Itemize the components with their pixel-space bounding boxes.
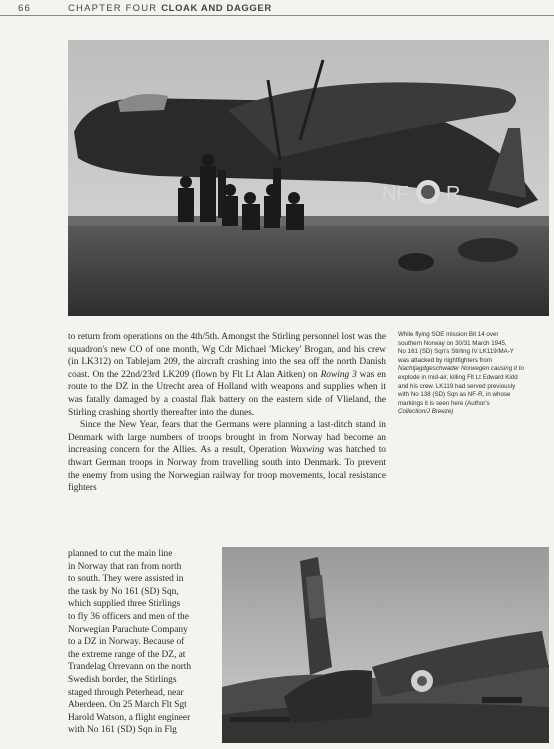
narrow-line: to a DZ in Norway. Because of [68,637,185,648]
narrow-line: the extreme range of the DZ, at [68,649,186,660]
narrow-line: staged through Peterhead, near [68,687,184,698]
narrow-line: in Norway that ran from north [68,561,182,572]
aircraft-code: NF [382,183,409,205]
narrow-line: planned to cut the main line [68,549,173,559]
caption-line: explode in mid-air, killing Flt Lt Edward Kidd [398,373,518,381]
chapter-heading [68,3,272,14]
narrow-line: the task by No 161 (SD) Sqn, [68,586,179,597]
paragraph-1 [68,331,386,419]
paragraph-2-text-a: Since the New Year, fears that the Germans were planning a last-ditch stand in Denmark with large numbers of troops brought in from Norway had become an increasing concern for the Allies. As a result, Operation [68,420,386,456]
running-header [0,0,554,16]
photo-caption [398,331,548,417]
stirling-crew-photo-image [68,40,549,316]
caption-line: Collection/J Breeze) [398,408,454,416]
paragraph-1-text-a: to return from operations on the 4th/5th. Amongst the Stirling personnel lost was the squadron's new CO of one month, Wg Cdr Michael 'Mickey' Brogan, and his crew (in LK312) on Tablejam 209, the aircraft crashing into the sea off the north Danish coast. On the 22nd/23rd LK209 (flown by Flt Lt Alan Aitken) on [68,332,386,380]
header-rule [0,15,554,16]
caption-line: southern Norway on 30/31 March 1945, [398,339,507,347]
narrow-line: Trandelag Orrevann on the north [68,662,192,673]
narrow-column-text [68,548,216,737]
operation-waxwing-name: Waxwing [290,445,325,456]
caption-line: While flying SOE mission Bit 14 over [398,331,499,338]
paragraph-2 [68,419,386,495]
paragraph-2-text-b: was hatched to thwart German troops in Norway from travelling south into Denmark. To prevent the enemy from using the Norwegian railway for troop movements, local resistance fighters [68,445,386,494]
narrow-line: with No 161 (SD) Sqn in Flg [68,725,177,736]
narrow-line: Swedish border, the Stirlings [68,674,177,685]
stirling-crew-photo [68,40,549,316]
caption-line: markings it is seen here (Author's [398,399,490,407]
stirling-wreck-photo [222,547,549,743]
narrow-line: Harold Watson, a flight engineer [68,712,191,723]
operation-rowing-name: Rowing 3 [320,369,357,380]
aircraft-roundel-letter: R [446,183,461,205]
chapter-title: CLOAK AND DAGGER [161,3,272,14]
article-body [68,331,386,495]
page-number: 66 [18,3,31,14]
narrow-line: Norwegian Parachute Company [68,624,188,635]
caption-line: was attacked by nightfighters from [398,356,492,364]
caption-line: and his crew. LK119 had served previously [398,382,516,390]
narrow-line: to south. They were assisted in [68,574,184,585]
caption-line: No 161 (SD) Sqn's Stirling IV LK119/MA-Y [398,348,514,356]
narrow-line: to fly 36 officers and men of the [68,611,189,622]
stirling-wreck-photo-image [222,547,549,743]
caption-line: with No 138 (SD) Sqn as NF-R, in whose [398,391,511,399]
narrow-line: Aberdeen. On 25 March Flt Sgt [68,700,187,711]
paragraph-1-text-b: was en route to the DZ in the Utrecht area of Holland with weapons and supplies when it was fatally damaged by a coastal flak battery on the eastern side of Vlieland, the Stirling crashing shortly thereafter into the dunes. [68,369,386,418]
caption-line: Nachtjagdgeschwader Norwegen causing it to [398,365,524,373]
narrow-line: which supplied three Stirlings [68,599,181,610]
chapter-label: CHAPTER FOUR [68,3,158,14]
